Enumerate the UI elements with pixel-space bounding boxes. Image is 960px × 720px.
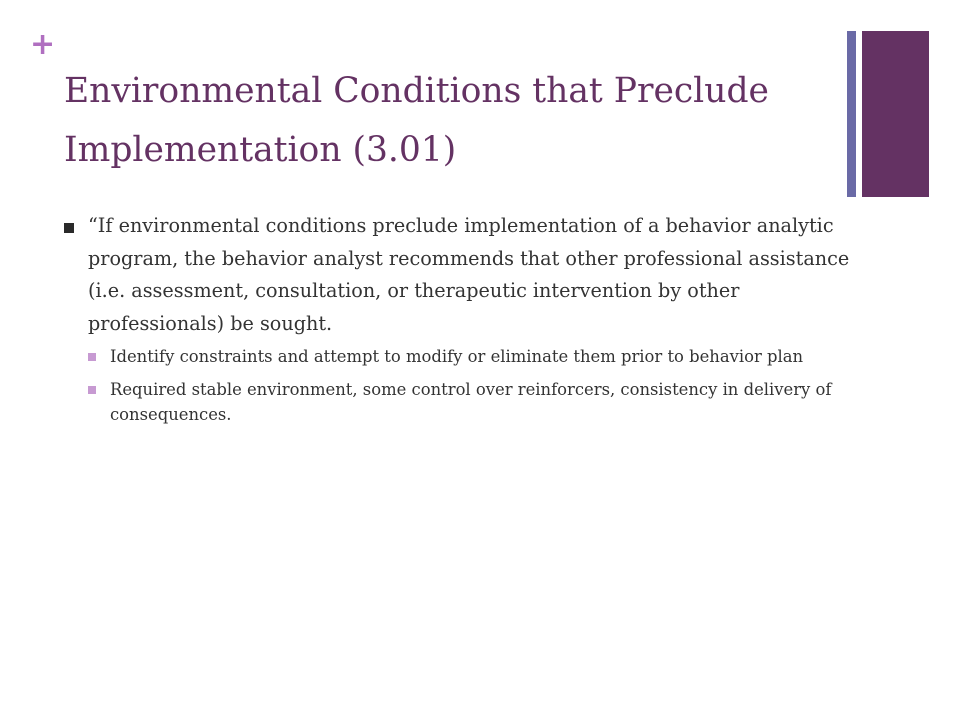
main-bullet bbox=[64, 210, 854, 340]
sub-bullet-square-icon bbox=[88, 353, 96, 361]
slide-title: Environmental Conditions that Preclude Implementation (3.01) bbox=[64, 71, 769, 170]
sub-bullet-text: Required stable environment, some control over reinforcers, consistency in delivery of consequences. bbox=[110, 379, 832, 424]
main-bullet-text: “If environmental conditions preclude implementation of a behavior analytic program, the behavior analyst recommends that other professional assistance (i.e. assessment, consultation, or therapeutic intervention by other professionals) be sought. bbox=[88, 214, 850, 335]
sub-bullet-item bbox=[64, 377, 854, 428]
plus-icon: + bbox=[30, 27, 56, 62]
sub-bullet-square-icon bbox=[88, 386, 96, 394]
bullet-square-icon bbox=[64, 223, 74, 233]
sub-bullet-text: Identify constraints and attempt to modify or eliminate them prior to behavior plan bbox=[110, 347, 804, 366]
sub-bullet-list bbox=[64, 344, 854, 428]
slide-content bbox=[64, 210, 854, 435]
accent-bar-thin bbox=[847, 31, 856, 197]
accent-bar-thick bbox=[862, 31, 929, 197]
sub-bullet-item bbox=[64, 344, 854, 370]
